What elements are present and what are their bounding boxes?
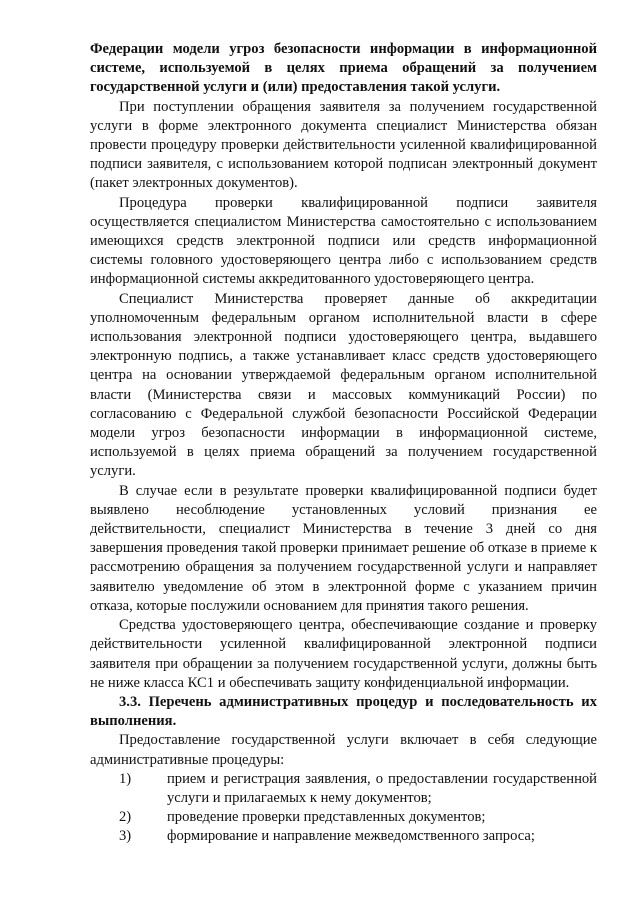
document-page [90,40,597,847]
paragraph-1: При поступлении обращения заявителя за получением государственной услуги в форме электронного документа специалист Министерства обязан провести процедуру проверки действительности усиленной квалифицированной подписи заявителя, с использованием которой подписан электронный документ (пакет электронных документов). [90,98,597,192]
list-item [90,808,597,827]
paragraph-5: Средства удостоверяющего центра, обеспечивающие создание и проверку действительности усиленной квалифицированной электронной подписи заявителя при обращении за получением государственной услуги, должны быть не ниже класса КС1 и обеспечивать защиту конфиденциальной информации. [90,617,597,691]
section-intro: Предоставление государственной услуги включает в себя следующие административные процедуры: [90,732,597,768]
list-item-text: проведение проверки представленных документов; [167,809,486,826]
list-item-text: прием и регистрация заявления, о предоставлении государственной услуги и прилагаемых к нему документов; [167,770,597,806]
list-item-number: 2) [119,809,132,826]
list-item [90,827,597,846]
section-heading: 3.3. Перечень административных процедур и последовательность их выполнения. [90,693,597,730]
paragraph-3: Специалист Министерства проверяет данные об аккредитации уполномоченным федеральным органом исполнительной власти в сфере использования электронной подписи удостоверяющего центра, выдавшего электронную подпись, а также устанавливает класс средств удостоверяющего центра на основании утверждаемой федеральным органом исполнительной власти (Министерства связи и массовых коммуникаций России) по согласованию с Федеральной службой безопасности Российской Федерации модели угроз безопасности информации в информационной системе, используемой в целях приема обращений за получением государственной услуги. [90,290,597,480]
list-item-number: 3) [119,828,132,845]
list-item-number: 1) [119,770,132,787]
list-item-text: формирование и направление межведомственного запроса; [167,828,535,845]
list-item [90,770,597,808]
paragraph-4: В случае если в результате проверки квалифицированной подписи будет выявлено несоблюдение установленных условий признания ее действительности, специалист Министерства в течение 3 дней со дня завершения проведения такой проверки принимает решение об отказе в приеме к рассмотрению обращения за получением государственной услуги и направляет заявителю уведомление об этом в электронной форме с указанием причин отказа, которые послужили основанием для принятия такого решения. [90,482,597,614]
intro-heading: Федерации модели угроз безопасности информации в информационной системе, используемой в целях приема обращений за получением государственной услуги и (или) предоставления такой услуги. [90,41,597,96]
paragraph-2: Процедура проверки квалифицированной подписи заявителя осуществляется специалистом Министерства самостоятельно с использованием имеющихся средств электронной подписи или средств информационной системы головного удостоверяющего центра либо с использованием средств информационной системы аккредитованного удостоверяющего центра. [90,194,597,288]
